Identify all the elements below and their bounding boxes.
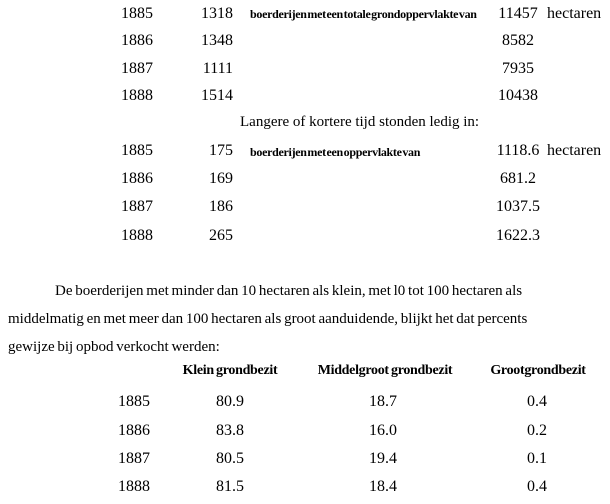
vacant-row-count: 265 (209, 227, 233, 244)
percent-row-year: 1887 (118, 450, 150, 467)
vacant-row-area: 1118.6 (496, 142, 540, 159)
vacant-table-label: boerderijen met een oppervlakte van (250, 145, 421, 159)
vacant-row-area: 1622.3 (496, 227, 540, 244)
percent-klein-value: 83.8 (216, 422, 244, 439)
sold-row-year: 1886 (121, 32, 153, 49)
sold-row-count: 1318 (201, 5, 233, 22)
sold-row-count: 1111 (202, 60, 233, 77)
percent-klein-value: 80.5 (216, 450, 244, 467)
vacant-row-area: 1037.5 (496, 198, 540, 215)
percent-middelgroot-value: 16.0 (369, 422, 397, 439)
percent-row-year: 1888 (118, 478, 150, 495)
percent-row-year: 1886 (118, 422, 150, 439)
sold-row-year: 1887 (121, 60, 153, 77)
vacant-table-unit: hectaren (547, 142, 602, 159)
sold-row-area: 10438 (498, 87, 538, 104)
percent-middelgroot-value: 18.7 (369, 393, 397, 410)
percent-groot-value: 0.2 (527, 422, 547, 439)
sold-table-label: boerderijen met een totale grondoppervlakte van (250, 7, 477, 21)
sold-row-count: 1348 (201, 32, 233, 49)
sold-table-unit: hectaren (547, 5, 602, 22)
sold-row-area: 8582 (502, 32, 534, 49)
percent-header-middelgroot: Middelgroot grondbezit (317, 363, 453, 378)
vacant-row-year: 1887 (121, 198, 153, 215)
vacant-row-count: 186 (209, 198, 233, 215)
vacant-row-year: 1885 (121, 142, 153, 159)
vacant-row-count: 169 (209, 170, 233, 187)
vacant-row-year: 1888 (121, 227, 153, 244)
percent-klein-value: 81.5 (216, 478, 244, 495)
percent-middelgroot-value: 19.4 (369, 450, 397, 467)
percent-groot-value: 0.4 (527, 393, 547, 410)
sold-row-year: 1885 (121, 5, 153, 22)
sold-row-count: 1514 (201, 87, 233, 104)
percent-header-klein: Klein grondbezit (182, 363, 278, 378)
vacant-row-count: 175 (209, 142, 233, 159)
sold-row-area: 7935 (502, 60, 534, 77)
vacant-row-area: 681.2 (500, 170, 536, 187)
vacant-row-year: 1886 (121, 170, 153, 187)
percent-groot-value: 0.4 (527, 478, 547, 495)
sold-row-area: 11457 (498, 5, 538, 22)
paragraph-line-2: middelmatig en met meer dan 100 hectaren als groot aanduidende, blijkt het dat percents (8, 311, 528, 327)
percent-groot-value: 0.1 (527, 450, 547, 467)
paragraph-line-3: gewijze bij opbod verkocht werden: (8, 339, 220, 355)
sold-row-year: 1888 (121, 87, 153, 104)
vacant-heading: Langere of kortere tijd stonden ledig in: (240, 114, 480, 130)
percent-header-groot: Grootgrondbezit (490, 363, 586, 378)
percent-row-year: 1885 (118, 393, 150, 410)
paragraph-line-1: De boerderijen met minder dan 10 hectaren als klein, met l0 tot 100 hectaren als (55, 283, 523, 299)
percent-klein-value: 80.9 (216, 393, 244, 410)
percent-middelgroot-value: 18.4 (369, 478, 397, 495)
